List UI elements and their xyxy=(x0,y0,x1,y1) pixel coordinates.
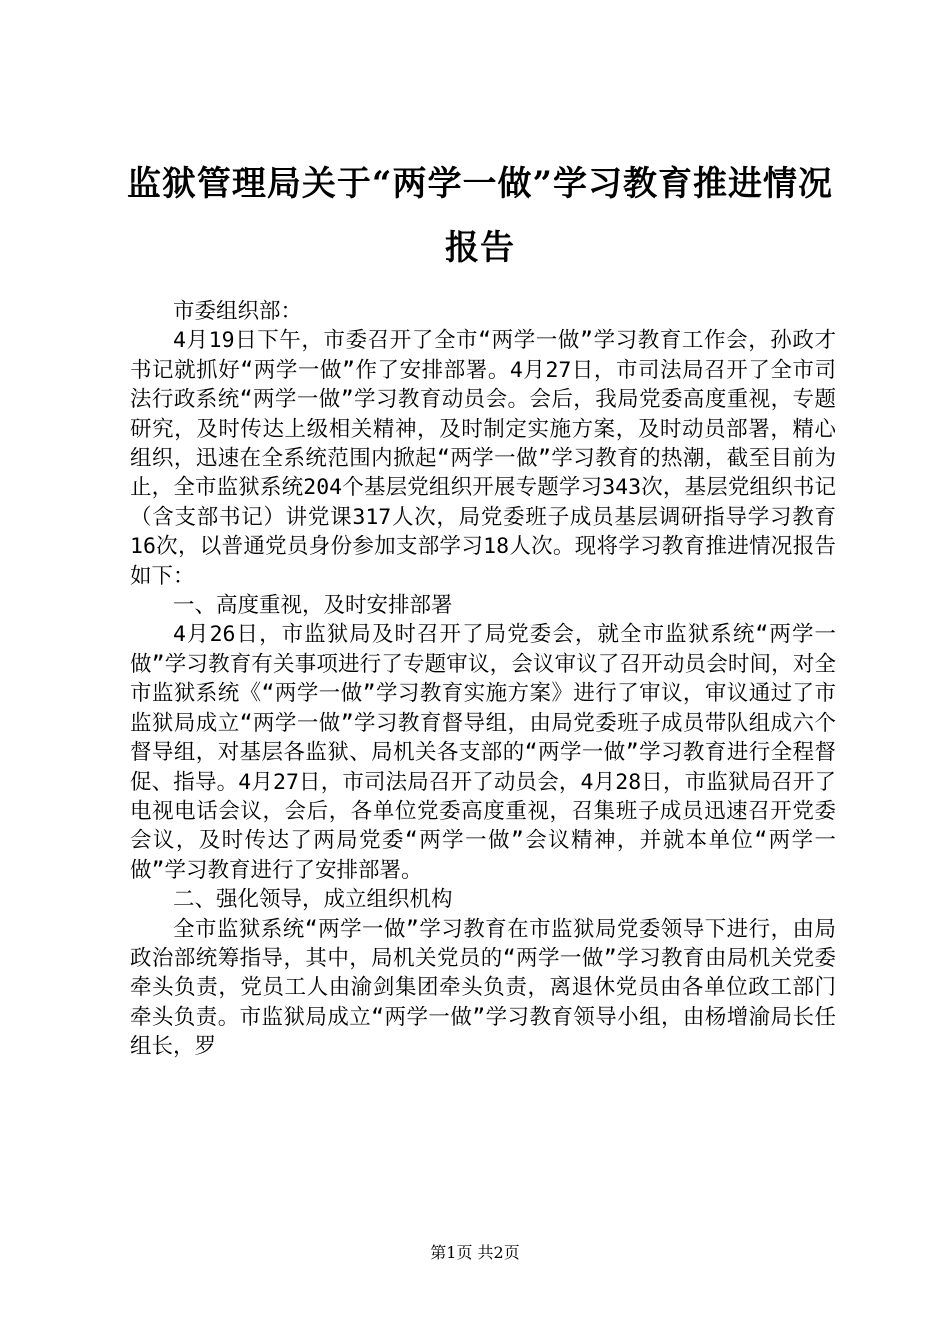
page-footer: 第1页 共2页 xyxy=(430,1243,520,1262)
body-paragraph-intro: 4月19日下午，市委召开了全市“两学一做”学习教育工作会，孙政才书记就抓好“两学一做”作了安排部署。4月27日，市司法局召开了全市司法行政系统“两学一做”学习教育动员会。会后，我局党委高度重视，专题研究，及时传达上级相关精神，及时制定实施方案，及时动员部署，精心组织，迅速在全系统范围内掀起“两学一做”学习教育的热潮，截至目前为止，全市监狱系统204个基层党组织开展专题学习343次，基层党组织书记（含支部书记）讲党课317人次，局党委班子成员基层调研指导学习教育16次，以普通党员身份参加支部学习18人次。现将学习教育推进情况报告如下： xyxy=(130,328,836,589)
salutation: 市委组织部： xyxy=(173,299,303,324)
document-title: 监狱管理局关于“两学一做”学习教育推进情况报告 xyxy=(126,164,834,268)
body-paragraph-section-2: 全市监狱系统“两学一做”学习教育在市监狱局党委领导下进行，由局政治部统筹指导，其中，局机关党员的“两学一做”学习教育由局机关党委牵头负责，党员工人由渝剑集团牵头负责，离退休党员由各单位政工部门牵头负责。市监狱局成立“两学一做”学习教育领导小组，由杨增渝局长任组长，罗 xyxy=(130,916,836,1060)
section-heading-1: 一、高度重视，及时安排部署 xyxy=(173,593,453,619)
section-heading-2: 二、强化领导，成立组织机构 xyxy=(173,887,453,913)
document-body xyxy=(130,297,836,1062)
body-paragraph-section-1: 4月26日，市监狱局及时召开了局党委会，就全市监狱系统“两学一做”学习教育有关事项进行了专题审议，会议审议了召开动员会时间，对全市监狱系统《“两学一做”学习教育实施方案》进行了审议，审议通过了市监狱局成立“两学一做”学习教育督导组，由局党委班子成员带队组成六个督导组，对基层各监狱、局机关各支部的“两学一做”学习教育进行全程督促、指导。4月27日，市司法局召开了动员会，4月28日，市监狱局召开了电视电话会议，会后，各单位党委高度重视，召集班子成员迅速召开党委会议，及时传达了两局党委“两学一做”会议精神，并就本单位“两学一做”学习教育进行了安排部署。 xyxy=(130,622,836,883)
